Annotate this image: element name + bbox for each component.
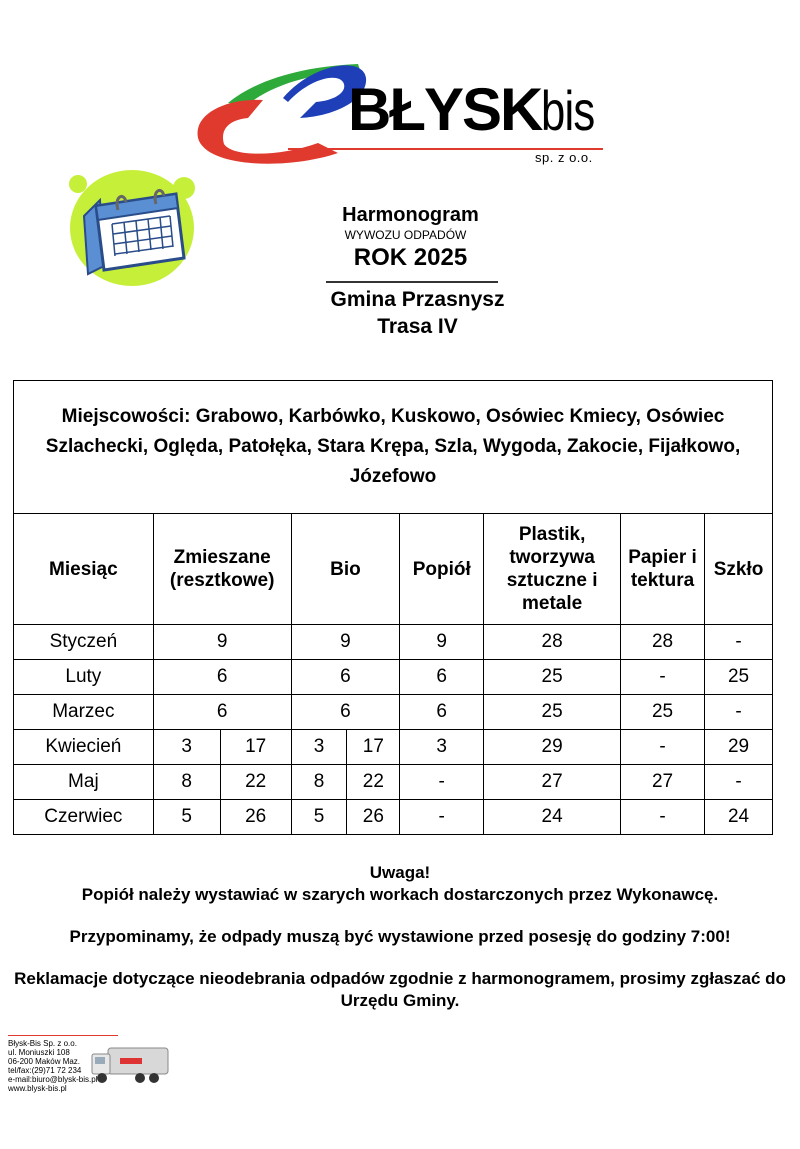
cell-plastic: 25 xyxy=(484,695,621,730)
cell-month: Luty xyxy=(14,660,154,695)
cell-paper: 28 xyxy=(621,625,705,660)
cell-mixed: 9 xyxy=(153,625,291,660)
cell-ash: 6 xyxy=(400,695,484,730)
cell-mixed-1: 3 xyxy=(153,730,220,765)
cell-glass: - xyxy=(705,765,773,800)
cell-paper: 27 xyxy=(621,765,705,800)
cell-month: Czerwiec xyxy=(14,800,154,835)
table-header-row xyxy=(14,514,773,625)
header-paper xyxy=(621,514,705,625)
cell-glass: 25 xyxy=(705,660,773,695)
footer-contact xyxy=(8,1035,168,1105)
cell-plastic: 25 xyxy=(484,660,621,695)
footer-line: e-mail:biuro@blysk-bis.pl xyxy=(8,1075,98,1084)
cell-bio-2: 22 xyxy=(347,765,400,800)
cell-paper: 25 xyxy=(621,695,705,730)
locations-cell: Miejscowości: Grabowo, Karbówko, Kuskowo, Osówiec Kmiecy, Osówiec Szlachecki, Oględa, Patołęka, Stara Krępa, Szla, Wygoda, Zakocie, Fijałkowo, Józefowo xyxy=(14,381,773,514)
cell-glass: 24 xyxy=(705,800,773,835)
cell-mixed-1: 5 xyxy=(153,800,220,835)
footer-line: 06-200 Maków Maz. xyxy=(8,1057,81,1066)
table-row xyxy=(14,800,773,835)
table-row xyxy=(14,625,773,660)
cell-mixed: 6 xyxy=(153,660,291,695)
notes-section xyxy=(0,862,800,1012)
garbage-truck-icon xyxy=(88,1040,170,1088)
cell-ash: 6 xyxy=(400,660,484,695)
calendar-icon xyxy=(66,166,201,291)
cell-bio: 6 xyxy=(291,660,400,695)
cell-mixed-2: 17 xyxy=(220,730,291,765)
note-complaints: Reklamacje dotyczące nieodebrania odpadów zgodnie z harmonogramem, prosimy zgłaszać do Urzędu Gminy. xyxy=(14,969,786,1010)
cell-glass: 29 xyxy=(705,730,773,765)
header-trasa: Trasa IV xyxy=(377,315,458,338)
cell-plastic: 27 xyxy=(484,765,621,800)
logo-main-text: BŁYSK xyxy=(348,76,542,143)
cell-month: Kwiecień xyxy=(14,730,154,765)
cell-glass: - xyxy=(705,625,773,660)
cell-bio: 6 xyxy=(291,695,400,730)
company-logo xyxy=(188,58,613,170)
cell-paper: - xyxy=(621,800,705,835)
cell-plastic: 28 xyxy=(484,625,621,660)
cell-ash: 3 xyxy=(400,730,484,765)
header-gmina: Gmina Przasnysz xyxy=(330,288,505,311)
cell-mixed: 6 xyxy=(153,695,291,730)
header-glass: Szkło xyxy=(705,514,773,625)
cell-bio-2: 26 xyxy=(347,800,400,835)
cell-plastic: 29 xyxy=(484,730,621,765)
cell-plastic: 24 xyxy=(484,800,621,835)
cell-bio-2: 17 xyxy=(347,730,400,765)
header-bio: Bio xyxy=(291,514,400,625)
footer-line: ul. Moniuszki 108 xyxy=(8,1048,70,1057)
cell-glass: - xyxy=(705,695,773,730)
header-month: Miesiąc xyxy=(14,514,154,625)
header-mixed-label: Zmieszane (resztkowe) xyxy=(169,547,275,591)
header-ash: Popiół xyxy=(400,514,484,625)
header-mixed xyxy=(153,514,291,625)
table-row xyxy=(14,660,773,695)
header-title: Harmonogram xyxy=(342,204,479,226)
cell-month: Maj xyxy=(14,765,154,800)
cell-month: Marzec xyxy=(14,695,154,730)
note-reminder: Przypominamy, że odpady muszą być wystawione przed posesję do godziny 7:00! xyxy=(69,927,731,946)
cell-ash: 9 xyxy=(400,625,484,660)
header-paper-label: Papier i tektura xyxy=(628,547,697,591)
cell-month: Styczeń xyxy=(14,625,154,660)
logo-wordmark xyxy=(348,76,610,143)
table-row xyxy=(14,730,773,765)
header-plastic-label: Plastik, tworzywa sztuczne i metale xyxy=(506,524,598,614)
footer-line: Błysk-Bis Sp. z o.o. xyxy=(8,1039,77,1048)
cell-mixed-2: 22 xyxy=(220,765,291,800)
header-year: ROK 2025 xyxy=(353,244,468,271)
header-divider xyxy=(326,281,498,283)
footer-line: www.blysk-bis.pl xyxy=(8,1084,67,1093)
cell-ash: - xyxy=(400,765,484,800)
note-ash: Popiół należy wystawiać w szarych workach dostarczonych przez Wykonawcę. xyxy=(81,885,719,904)
cell-bio: 9 xyxy=(291,625,400,660)
cell-paper: - xyxy=(621,730,705,765)
cell-mixed-1: 8 xyxy=(153,765,220,800)
cell-bio-1: 3 xyxy=(291,730,347,765)
cell-mixed-2: 26 xyxy=(220,800,291,835)
header-subtitle: WYWOZU ODPADÓW xyxy=(344,228,467,242)
cell-paper: - xyxy=(621,660,705,695)
cell-ash: - xyxy=(400,800,484,835)
cell-bio-1: 5 xyxy=(291,800,347,835)
header-plastic xyxy=(484,514,621,625)
table-row xyxy=(14,695,773,730)
schedule-header xyxy=(300,204,535,339)
footer-divider xyxy=(8,1035,118,1036)
cell-bio-1: 8 xyxy=(291,765,347,800)
table-row xyxy=(14,765,773,800)
logo-bis-text: bis xyxy=(541,79,595,142)
footer-line: tel/fax:(29)71 72 234 xyxy=(8,1066,82,1075)
schedule-table xyxy=(13,380,773,835)
footer-text xyxy=(8,1039,97,1093)
note-uwaga: Uwaga! xyxy=(369,863,431,882)
logo-subtitle: sp. z o.o. xyxy=(535,150,593,165)
